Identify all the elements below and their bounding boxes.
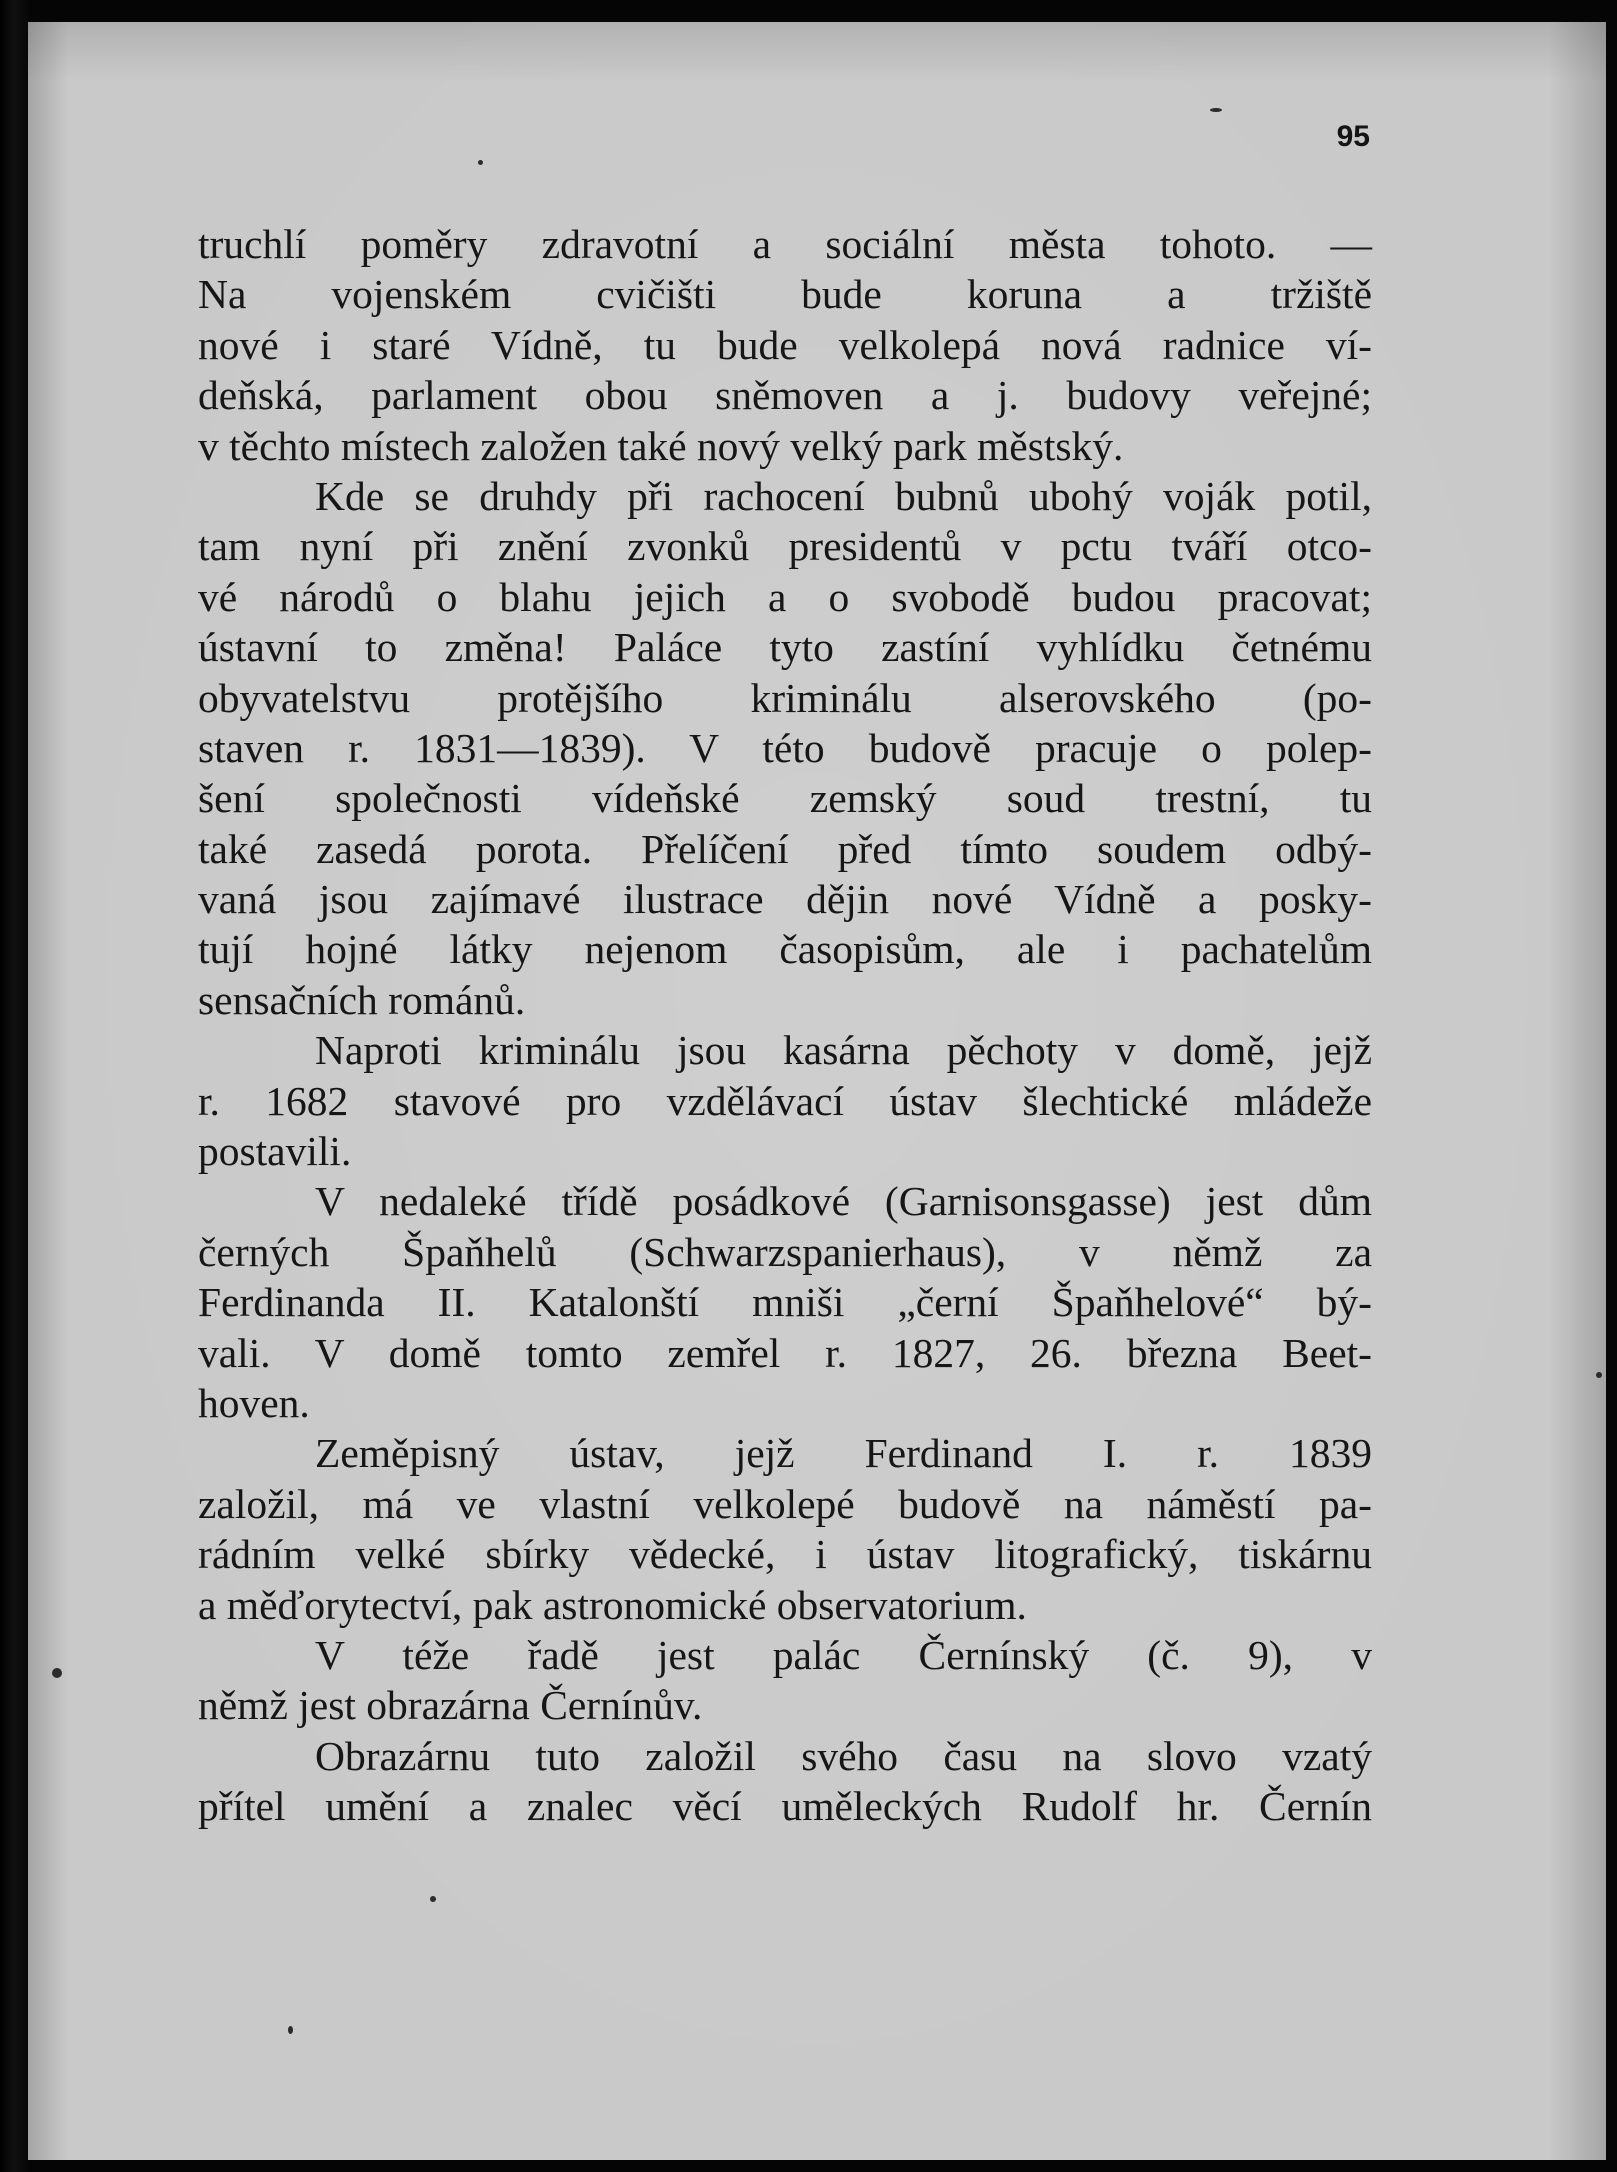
ink-speck [1210,108,1222,112]
text-line: a měďorytectví, pak astronomické observatorium. [198,1581,1027,1628]
binding-shadow [0,0,30,2172]
text-line: přítel umění a znalec věcí uměleckých Rudolf hr. Černín [198,1783,1372,1830]
text-line: V téže řadě jest palác Černínský (č. 9), v [315,1631,1372,1678]
text-line: truchlí poměry zdravotní a sociální města tohoto. — [198,221,1372,267]
text-line: ústavní to změna! Paláce tyto zastíní vyhlídku četnému [198,624,1372,671]
text-line: Ferdinanda II. Katalonští mniši „černí Špaňhelové“ bý- [198,1279,1372,1326]
text-line: V nedaleké třídě posádkové (Garnisonsgasse) jest dům [315,1178,1372,1225]
text-line: Obrazárnu tuto založil svého času na slovo vzatý [315,1732,1372,1779]
text-line: Na vojenském cvičišti bude koruna a tržiště [198,271,1372,318]
text-line: šení společnosti vídeňské zemský soud trestní, tu [198,775,1372,822]
text-line: vali. V domě tomto zemřel r. 1827, 26. března Beet- [198,1329,1372,1376]
text-line: černých Špaňhelů (Schwarzspanierhaus), v němž za [198,1228,1372,1275]
text-line: také zasedá porota. Přelíčení před tímto soudem odbý- [198,825,1372,872]
ink-speck [478,160,483,165]
text-line: sensačních románů. [198,976,526,1023]
text-line: Zeměpisný ústav, jejž Ferdinand I. r. 1839 [315,1430,1372,1477]
text-line: založil, má ve vlastní velkolepé budově na náměstí pa- [198,1480,1372,1527]
text-line: Naproti kriminálu jsou kasárna pěchoty v domě, jejž [315,1027,1372,1074]
ink-speck [430,1896,436,1902]
text-line: Kde se druhdy při rachocení bubnů ubohý voják potil, [315,472,1372,519]
text-line: postavili. [198,1128,352,1175]
text-line: tam nyní při znění zvonků presidentů v pctu tváří otco- [198,523,1372,570]
text-line: tují hojné látky nejenom časopisům, ale i pachatelům [198,926,1372,973]
text-line: nové i staré Vídně, tu bude velkolepá nová radnice ví- [198,321,1372,368]
page-number: 95 [1336,120,1370,153]
ink-speck [1596,1372,1602,1378]
text-line: rádním velké sbírky vědecké, i ústav litografický, tiskárnu [198,1531,1372,1578]
body-text [198,219,1372,1832]
text-line: v těchto místech založen také nový velký park městský. [198,422,1124,469]
text-line: r. 1682 stavové pro vzdělávací ústav šlechtické mládeže [198,1077,1372,1124]
text-line: hoven. [198,1379,310,1426]
text-line: staven r. 1831—1839). V této budově pracuje o polep- [198,724,1372,771]
text-line: deňská, parlament obou sněmoven a j. budovy veřejné; [198,372,1372,419]
text-line: obyvatelstvu protějšího kriminálu alserovského (po- [198,674,1372,721]
text-line: němž jest obrazárna Černínův. [198,1682,703,1729]
ink-speck [288,2026,293,2034]
ink-speck [52,1668,62,1678]
text-line: vé národů o blahu jejich a o svobodě budou pracovat; [198,573,1372,620]
text-line: vaná jsou zajímavé ilustrace dějin nové Vídně a posky- [198,876,1372,923]
